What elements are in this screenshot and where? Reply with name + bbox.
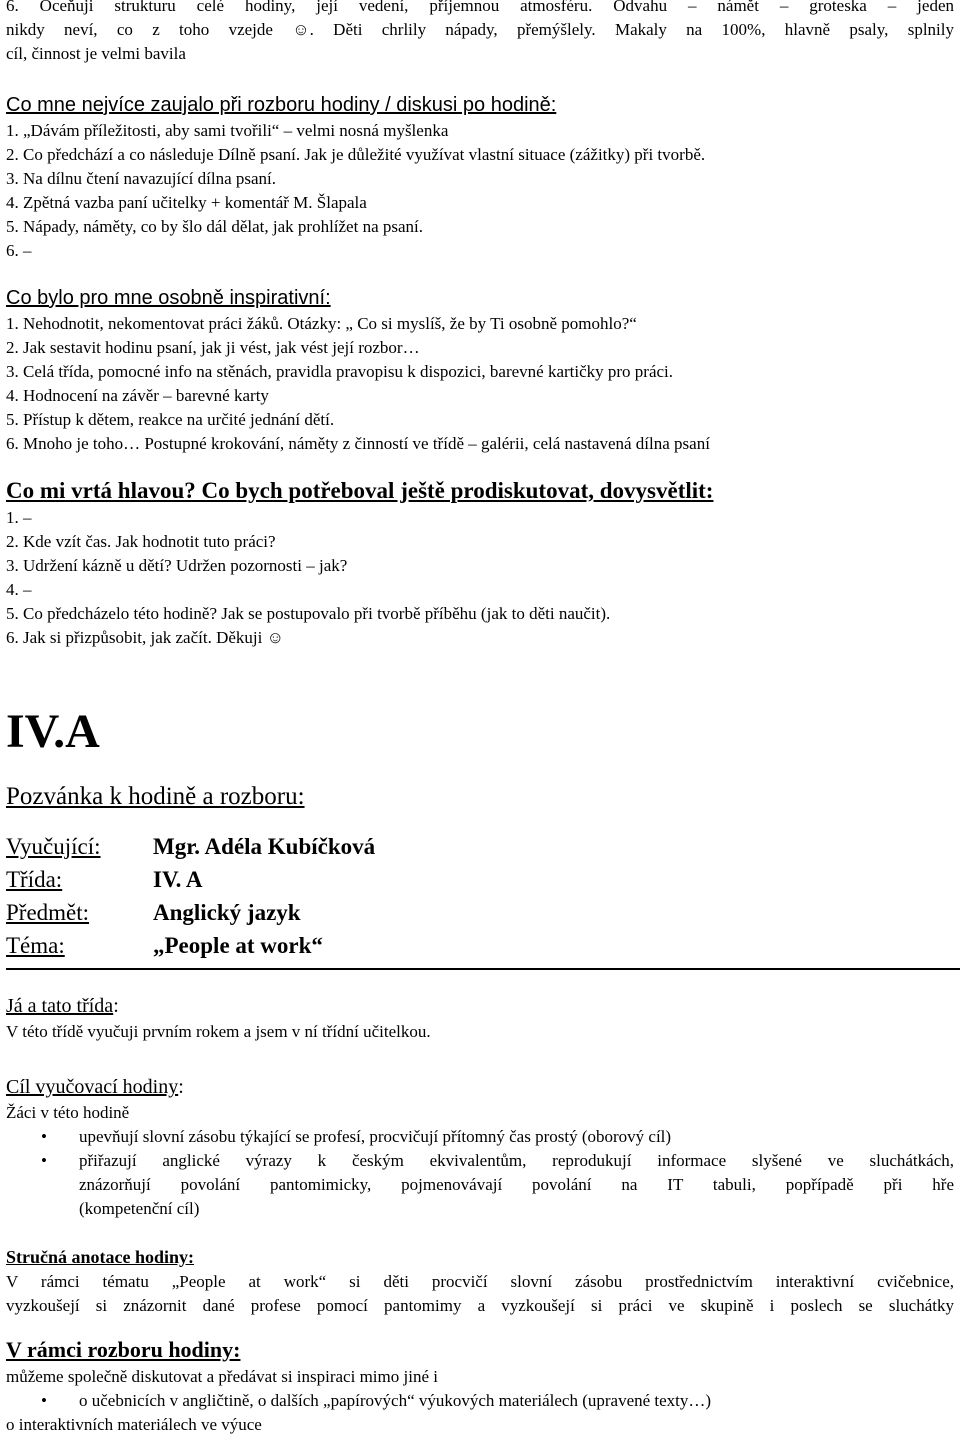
section-heading: Co mne nejvíce zaujalo při rozboru hodiny / diskusi po hodině: xyxy=(6,94,557,116)
class-row xyxy=(6,868,954,901)
section-analysis xyxy=(6,1335,954,1437)
bullet-item xyxy=(6,1125,954,1149)
paragraph-line: V rámci tématu „People at work“ si děti procvičí slovní zásobu prostřednictvím interaktivní cvičebnice, xyxy=(6,1272,954,1291)
list-item: 2. Co předchází a co následuje Dílně psaní. Jak je důležité využívat vlastní situace (zážitky) při tvorbě. xyxy=(6,145,706,164)
list-item: 3. Celá třída, pomocné info na stěnách, pravidla pravopisu k dispozici, barevné kartičky pro práci. xyxy=(6,362,674,381)
intro-paragraph xyxy=(6,0,954,66)
bullet-text: (kompetenční cíl) xyxy=(79,1199,200,1218)
list-item: 5. Nápady, náměty, co by šlo dál dělat, jak prohlížet na psaní. xyxy=(6,217,424,236)
section-annotation xyxy=(6,1244,954,1318)
info-value: IV. A xyxy=(153,867,203,892)
heading-colon: : xyxy=(113,995,119,1017)
bullet-text: o učebnicích v angličtině, o dalších „papírových“ výukových materiálech (upravené texty…) xyxy=(79,1391,712,1410)
bullet-item xyxy=(6,1149,954,1221)
list-item: 3. Udržení kázně u dětí? Udržen pozornosti – jak? xyxy=(6,556,348,575)
list-item: 4. Hodnocení na závěr – barevné karty xyxy=(6,386,269,405)
bullet-text: přiřazují anglické výrazy k českým ekvivalentům, reprodukují informace slyšené ve sluchátkách, xyxy=(79,1151,954,1170)
bullet-item xyxy=(6,1389,954,1413)
heading-text: Cíl vyučovací hodiny xyxy=(6,1076,179,1098)
paragraph-line: vyzkoušejí si znázornit dané profese pomocí pantomimy a vyzkoušejí si práci ve skupině i poslech se sluchátky xyxy=(6,1296,954,1315)
intro-line: nikdy neví, co z toho vzejde ☺. Děti chrlily nápady, přemýšlely. Makaly na 100%, hlavně psaly, splnily xyxy=(6,20,954,39)
section-heading: Co bylo pro mne osobně inspirativní: xyxy=(6,287,331,309)
intro-line: cíl, činnost je velmi bavila xyxy=(6,44,186,63)
list-item: 3. Na dílnu čtení navazující dílna psaní. xyxy=(6,169,277,188)
list-item: 1. Nehodnotit, nekomentovat práci žáků. Otázky: „ Co si myslíš, že by Ti osobně pomohlo?“ xyxy=(6,314,637,333)
section-inspiring xyxy=(6,284,954,456)
section-heading xyxy=(6,992,954,1020)
list-item: 4. Zpětná vazba paní učitelky + komentář M. Šlapala xyxy=(6,193,367,212)
section-heading: Co mi vrtá hlavou? Co bych potřeboval ještě prodiskutovat, dovysvětlit: xyxy=(6,478,714,503)
paragraph: o interaktivních materiálech ve výuce xyxy=(6,1415,262,1434)
info-value: Anglický jazyk xyxy=(153,900,301,925)
heading-colon: : xyxy=(178,1076,184,1098)
section-heading: Stručná anotace hodiny: xyxy=(6,1247,195,1267)
info-value: Mgr. Adéla Kubíčková xyxy=(153,834,376,859)
list-item: 5. Co předcházelo této hodině? Jak se postupovalo při tvorbě příběhu (jak to děti naučit). xyxy=(6,604,611,623)
list-item: 2. Jak sestavit hodinu psaní, jak ji vést, jak vést její rozbor… xyxy=(6,338,420,357)
info-label: Předmět: xyxy=(6,900,90,925)
bullet-icon: • xyxy=(41,1391,47,1410)
class-title: IV.A xyxy=(6,705,100,758)
section-heading: V rámci rozboru hodiny: xyxy=(6,1337,241,1362)
section-questions xyxy=(6,476,954,650)
section-me-and-class xyxy=(6,992,954,1044)
list-item: 6. Jak si přizpůsobit, jak začít. Děkuji ☺ xyxy=(6,628,284,647)
subject-row xyxy=(6,901,954,934)
invitation-details xyxy=(6,835,954,967)
info-label: Třída: xyxy=(6,867,63,892)
info-value: „People at work“ xyxy=(153,933,323,958)
heading-text: Já a tato třída xyxy=(6,995,114,1017)
invitation-heading: Pozvánka k hodině a rozboru: xyxy=(6,783,305,810)
list-item: 1. „Dávám příležitosti, aby sami tvořili“ – velmi nosná myšlenka xyxy=(6,121,449,140)
invitation-section xyxy=(6,780,954,814)
section-most-interesting xyxy=(6,91,954,263)
bullet-icon: • xyxy=(41,1151,47,1170)
paragraph: můžeme společně diskutovat a předávat si inspiraci mimo jiné i xyxy=(6,1367,438,1386)
bullet-text: znázorňují povolání pantomimicky, pojmenovávají povolání na IT tabuli, popřípadě při hře xyxy=(79,1175,954,1194)
list-item: 6. – xyxy=(6,241,32,260)
section-goal xyxy=(6,1073,954,1221)
section-heading xyxy=(6,1073,954,1101)
list-item: 5. Přístup k dětem, reakce na určité jednání dětí. xyxy=(6,410,335,429)
topic-row xyxy=(6,934,954,967)
list-item: 4. – xyxy=(6,580,32,599)
list-item: 2. Kde vzít čas. Jak hodnotit tuto práci? xyxy=(6,532,276,551)
bullet-text: upevňují slovní zásobu týkající se profesí, procvičují přítomný čas prostý (oborový cíl) xyxy=(79,1127,672,1146)
horizontal-rule xyxy=(6,968,960,970)
intro-line: 6. Oceňuji strukturu celé hodiny, její vedení, příjemnou atmosféru. Odvahu – námět – groteska – jeden xyxy=(6,0,954,15)
paragraph: V této třídě vyučuji prvním rokem a jsem v ní třídní učitelkou. xyxy=(6,1022,431,1041)
bullet-icon: • xyxy=(41,1127,47,1146)
info-label: Vyučující: xyxy=(6,834,101,859)
list-item: 6. Mnoho je toho… Postupné krokování, náměty z činností ve třídě – galérii, celá nastavená dílna psaní xyxy=(6,434,710,453)
list-item: 1. – xyxy=(6,508,32,527)
info-label: Téma: xyxy=(6,933,65,958)
paragraph: Žáci v této hodině xyxy=(6,1103,130,1122)
teacher-row xyxy=(6,835,954,868)
